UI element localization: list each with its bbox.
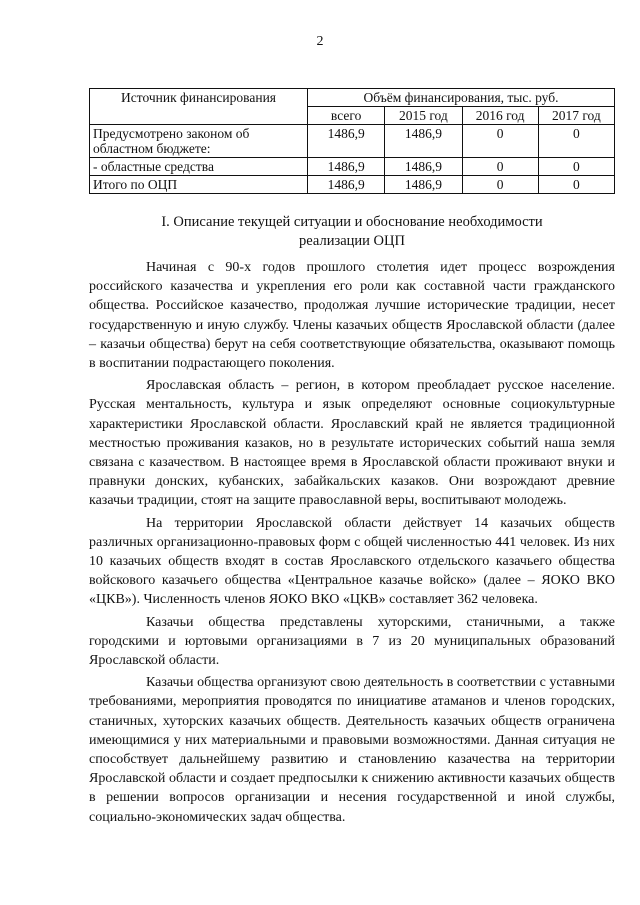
cell-value: 1486,9 xyxy=(308,125,385,158)
page-number: 2 xyxy=(316,34,324,49)
table-row xyxy=(90,158,615,176)
table-header-row xyxy=(90,89,615,107)
paragraph: Казачьи общества представлены хуторскими, станичными, а также городскими и юртовыми организациями в 7 из 20 муниципальных образований Ярославской области. xyxy=(89,614,615,669)
cell-value: 0 xyxy=(462,176,538,194)
header-year: всего xyxy=(308,107,385,125)
cell-value: 1486,9 xyxy=(385,158,462,176)
paragraph: Казачьи общества организуют свою деятельность в соответствии с уставными требованиями, мероприятия проводятся по инициативе атаманов и членов городских, станичных, хуторских казачьих обществ. Деятельность казачьих обществ ограничена имеющимися у них материальными и правовыми возможностями. Данная ситуация не способствует дальнейшему развитию и становлению казачества на территории Ярославской области и создает предпосылки к снижению активности казачьих обществ в решении вопросов организации и несения государственной и иной службы, социально-экономических задач общества. xyxy=(89,675,615,825)
cell-value: 0 xyxy=(538,176,614,194)
header-volume: Объём финансирования, тыс. руб. xyxy=(308,89,615,107)
header-year: 2015 год xyxy=(385,107,462,125)
header-year: 2016 год xyxy=(462,107,538,125)
paragraph: На территории Ярославской области действует 14 казачьих обществ различных организационно-правовых форм с общей численностью 441 человек. Из них 10 казачьих обществ входят в состав Ярославского отдельского казачьего общества войскового казачьего общества «Центральное казачье войско» (далее – ЯОКО ВКО «ЦКВ»). Численность членов ЯОКО ВКО «ЦКВ» составляет 362 человека. xyxy=(89,515,615,608)
cell-value: 0 xyxy=(462,125,538,158)
body-text xyxy=(89,258,615,830)
cell-value: 0 xyxy=(538,125,614,158)
cell-value: 0 xyxy=(538,158,614,176)
section-heading-line2: реализации ОЦП xyxy=(299,233,405,249)
paragraph: Ярославская область – регион, в котором преобладает русское население. Русская ментальность, культура и язык определяют основные социокультурные характеристики Ярославской области. Ярославский край не является традиционной местностью проживания казаков, но в результате исторических событий наша земля связана с казачеством. В настоящее время в Ярославской области проживают внуки и правнуки донских, кубанских, забайкальских казаков. Они возрождают древние казачьи традиции, стоят на защите православной веры, воспитывают молодежь. xyxy=(89,378,615,509)
cell-value: 1486,9 xyxy=(308,176,385,194)
header-year: 2017 год xyxy=(538,107,614,125)
financing-table xyxy=(89,88,615,194)
paragraph: Начиная с 90-х годов прошлого столетия идет процесс возрождения российского казачества и укрепления его роли как составной части гражданского общества. Российское казачество, продолжая лучшие исторические традиции, несет государственную и иную службу. Члены казачьих обществ Ярославской области (далее – казачьи общества) берут на себя соответствующие обязательства, оказывают помощь в воспитании подрастающего поколения. xyxy=(89,260,615,372)
row-label: Итого по ОЦП xyxy=(90,176,308,194)
cell-value: 1486,9 xyxy=(308,158,385,176)
section-heading xyxy=(89,213,615,251)
section-heading-line1: I. Описание текущей ситуации и обоснование необходимости xyxy=(161,214,543,230)
cell-value: 1486,9 xyxy=(385,176,462,194)
cell-value: 0 xyxy=(462,158,538,176)
header-source: Источник финансирования xyxy=(90,89,308,125)
table-row xyxy=(90,176,615,194)
row-label: Предусмотрено законом об областном бюджете: xyxy=(90,125,308,158)
cell-value: 1486,9 xyxy=(385,125,462,158)
table-row xyxy=(90,125,615,158)
row-label: - областные средства xyxy=(90,158,308,176)
